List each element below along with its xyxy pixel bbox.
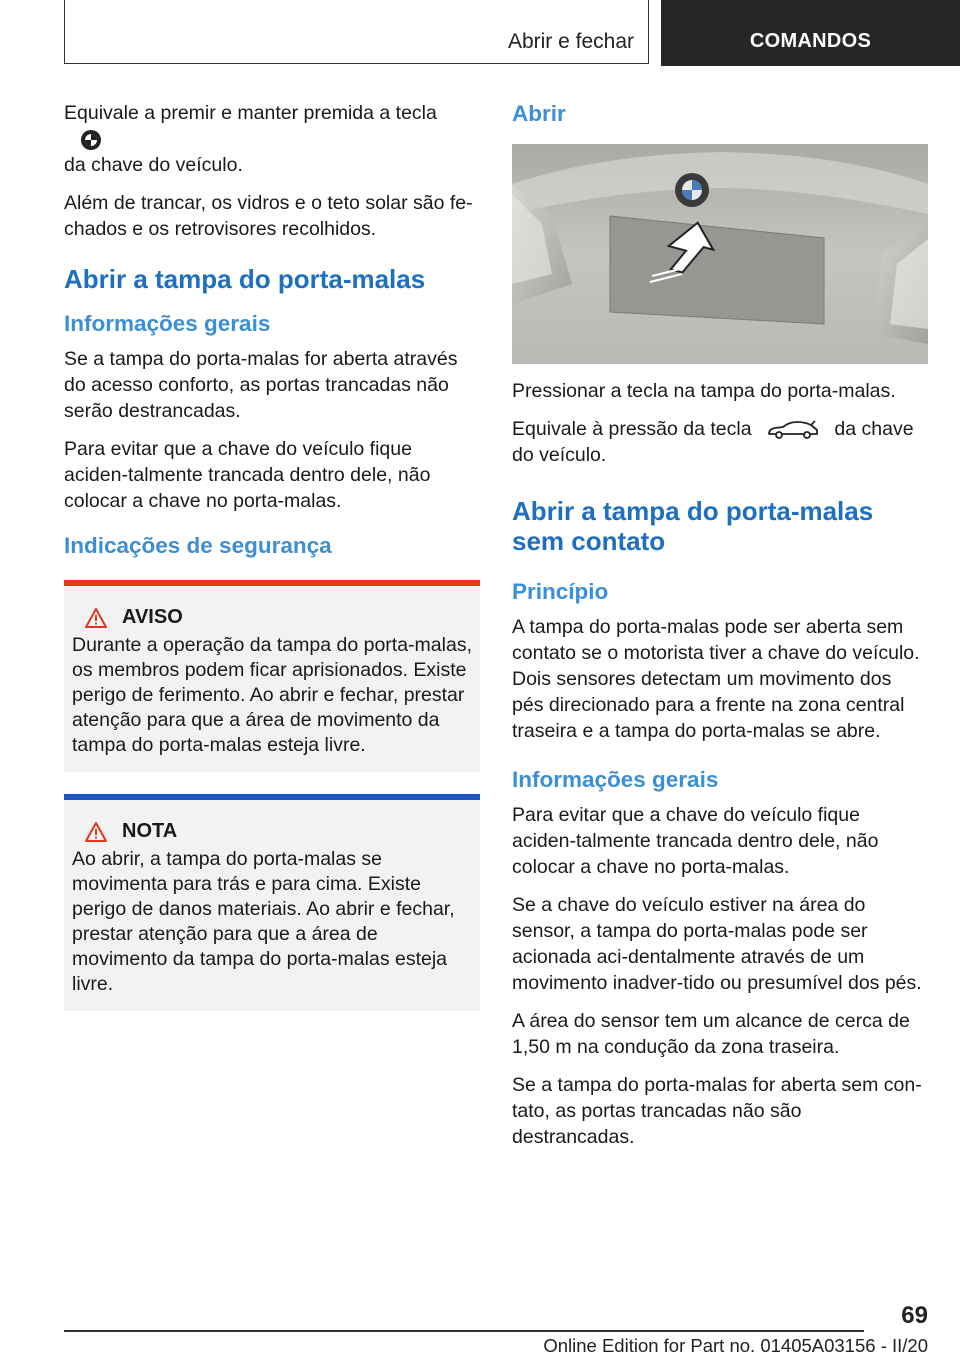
page-header: [0, 0, 960, 66]
warning-box: [64, 580, 480, 772]
car-trunk-key-icon: [765, 419, 821, 441]
paragraph-text: Equivale à pressão da tecla: [512, 418, 752, 440]
warning-triangle-icon: [84, 821, 108, 843]
page-number: 69: [901, 1302, 928, 1329]
bmw-logo-key-icon: [74, 128, 108, 152]
paragraph-key-locked-2: Para evitar que a chave do veículo fique aciden-talmente trancada dentro dele, não colocar a chave no porta-malas.: [512, 804, 879, 878]
chapter-tab: [661, 0, 960, 66]
heading-open: Abrir: [512, 101, 566, 126]
heading-general-info-2: Informações gerais: [512, 767, 719, 792]
footer-divider: [64, 1330, 864, 1332]
paragraph-text: da chave do veículo.: [64, 154, 243, 176]
heading-safety: Indicações de segurança: [64, 533, 332, 558]
right-column: [512, 100, 928, 1162]
heading-open-trunk: Abrir a tampa do porta-malas: [64, 264, 426, 294]
warning-title: AVISO: [122, 606, 183, 628]
paragraph-press-button: Pressionar a tecla na tampa do porta-malas.: [512, 380, 896, 402]
note-title: NOTA: [122, 820, 178, 842]
note-box: [64, 794, 480, 1011]
heading-contactless: Abrir a tampa do porta-malas sem contato: [512, 496, 874, 556]
paragraph-text: da chave do veículo.: [512, 418, 914, 466]
paragraph-principle: A tampa do porta-malas pode ser aberta sem contato se o motorista tiver a chave do veículo. Dois sensores detectam um movimento dos pés direcionado para a frente na zona central traseira e a tampa do porta-malas se abre.: [512, 616, 920, 742]
paragraph-key-equivalent: [512, 416, 928, 468]
paragraph-sensor-range: A área do sensor tem um alcance de cerca de 1,50 m na condução da zona traseira.: [512, 1010, 910, 1058]
heading-general-info: Informações gerais: [64, 311, 271, 336]
section-title: Abrir e fechar: [507, 30, 634, 53]
warning-text: Durante a operação da tampa do porta-malas, os membros podem ficar aprisionados. Existe perigo de ferimento. Ao abrir e fechar, prestar atenção para que a área de movimento da tampa do porta-malas esteja livre.: [72, 634, 472, 756]
chapter-tab-label: COMANDOS: [749, 30, 872, 52]
paragraph-doors-locked: Se a tampa do porta-malas for aberta sem con-tato, as portas trancadas não são destrancadas.: [512, 1074, 922, 1148]
paragraph-comfort-access: Se a tampa do porta-malas for aberta através do acesso conforto, as portas trancadas não serão destrancadas.: [64, 348, 458, 422]
paragraph-text: Equivale a premir e manter premida a tecla: [64, 102, 437, 124]
note-text: Ao abrir, a tampa do porta-malas se movimenta para trás e para cima. Existe perigo de danos materiais. Ao abrir e fechar, prestar atenção para que a área de movimento da tampa do porta-malas esteja livre.: [72, 848, 455, 995]
paragraph-sensor-area: Se a chave do veículo estiver na área do sensor, a tampa do porta-malas pode ser acionada aci-dentalmente através de um movimento inadver-tido ou presumível dos pés.: [512, 894, 922, 994]
heading-principle: Princípio: [512, 579, 609, 604]
section-title-box: [64, 0, 649, 64]
warning-triangle-icon: [84, 607, 108, 629]
left-column: [64, 100, 480, 1023]
paragraph-locking: Além de trancar, os vidros e o teto solar são fe-chados e os retrovisores recolhidos.: [64, 192, 473, 240]
trunk-button-photo: [512, 144, 928, 364]
paragraph-key-button: [64, 100, 480, 178]
footer-edition: Online Edition for Part no. 01405A03156 - II/20: [543, 1335, 928, 1356]
paragraph-key-locked: Para evitar que a chave do veículo fique aciden-talmente trancada dentro dele, não colocar a chave no porta-malas.: [64, 438, 431, 512]
